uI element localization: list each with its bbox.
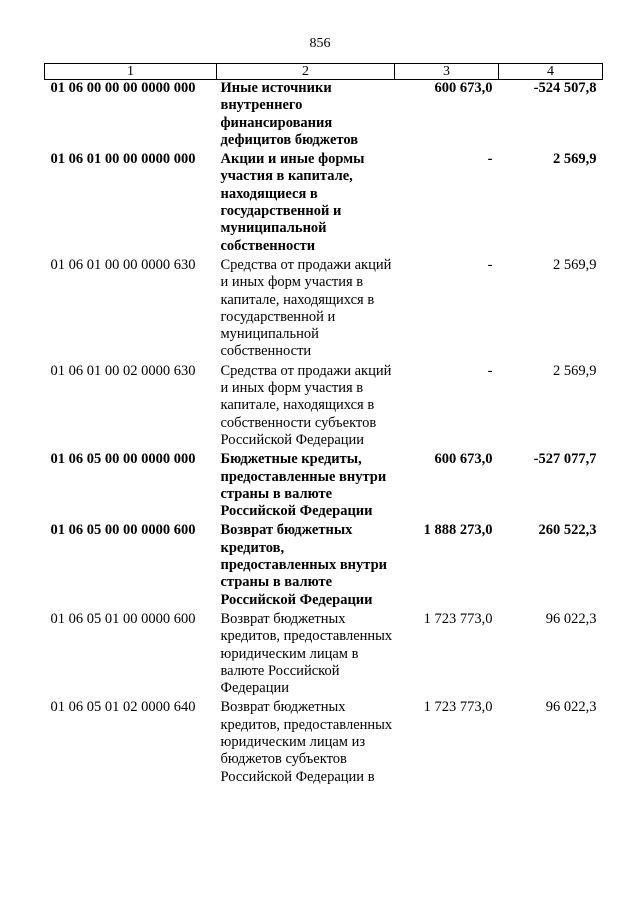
row-code: 01 06 05 00 00 0000 000 [50,451,196,468]
row-amount-col3: 1 723 773,0 [423,699,493,716]
row-code: 01 06 01 00 00 0000 000 [50,151,196,168]
row-name: Возврат бюджетных кредитов, предоставленных юридическим лицам в валюте Российской Федерации [220,610,393,697]
row-name: Акции и иные формы участия в капитале, находящиеся в государственной и муниципальной собственности [220,151,365,254]
column-header-2: 2 [217,64,395,80]
row-code: 01 06 01 00 02 0000 630 [50,362,196,379]
row-amount-col4: 96 022,3 [545,610,597,627]
table-row [45,451,603,522]
row-amount-col4: 2 569,9 [553,362,597,379]
row-amount-col3: - [487,256,493,273]
table-header [45,64,603,80]
table-row [45,611,603,699]
column-header-1: 1 [45,64,217,80]
row-amount-col3: 1 888 273,0 [423,522,493,539]
budget-sources-table [44,63,603,788]
row-amount-col4: 260 522,3 [538,522,597,539]
row-amount-col4: 2 569,9 [553,256,597,273]
row-name: Возврат бюджетных кредитов, предоставленных юридическим лицам из бюджетов субъектов Российской Федерации в [220,699,393,785]
row-amount-col4: -527 077,7 [533,451,597,468]
row-amount-col3: - [487,151,493,168]
row-name: Возврат бюджетных кредитов, предоставленных внутри страны в валюте Российской Федерации [220,522,388,608]
column-header-3: 3 [395,64,499,80]
row-amount-col4: -524 507,8 [533,80,597,96]
row-code: 01 06 05 00 00 0000 600 [50,522,196,539]
row-amount-col3: - [487,362,493,379]
table-row [45,80,603,152]
table-row [45,363,603,451]
table-row [45,699,603,787]
row-amount-col3: 600 673,0 [434,451,493,468]
row-name: Средства от продажи акций и иных форм участия в капитале, находящихся в собственности субъектов Российской Федерации [220,362,392,448]
row-amount-col3: 1 723 773,0 [423,610,493,627]
row-code: 01 06 05 01 00 0000 600 [50,610,196,627]
row-amount-col3: 600 673,0 [434,80,493,96]
row-name: Бюджетные кредиты, предоставленные внутри страны в валюте Российской Федерации [220,451,387,520]
column-header-4: 4 [499,64,603,80]
row-code: 01 06 00 00 00 0000 000 [50,80,196,96]
row-code: 01 06 01 00 00 0000 630 [50,256,196,273]
row-name: Средства от продажи акций и иных форм участия в капитале, находящихся в государственной и муниципальной собственности [220,256,392,360]
table-body [45,80,603,788]
page-number: 856 [309,36,331,51]
table-row [45,151,603,257]
row-code: 01 06 05 01 02 0000 640 [50,699,196,716]
table-row [45,257,603,363]
row-name: Иные источники внутреннего финансирования дефицитов бюджетов [220,80,359,148]
table-row [45,522,603,610]
row-amount-col4: 2 569,9 [553,151,597,168]
row-amount-col4: 96 022,3 [545,699,597,716]
